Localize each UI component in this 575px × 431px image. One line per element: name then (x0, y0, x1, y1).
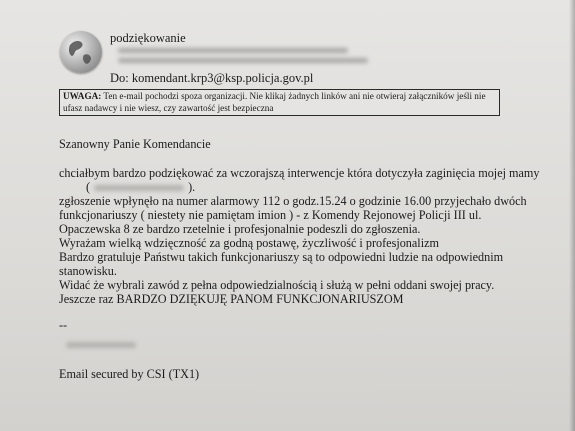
paren-close: ). (188, 180, 196, 194)
body-line-1: chciałbym bardzo podziękować za wczorajszą interwencje która dotyczyła zaginięcia mojej mamy (59, 166, 540, 180)
redacted-name (94, 185, 184, 191)
email-subject: podziękowanie (110, 31, 186, 45)
body-line-7: Bardzo gratuluje Państwu takich funkcjonariuszy są to odpowiedni ludzie na odpowiednim (59, 250, 504, 264)
body-line-10: Jeszcze raz BARDZO DZIĘKUJĘ PANOM FUNKCJONARIUSZOM (59, 292, 404, 306)
body-line-6: Wyrażam wielką wdzięczność za godną postawę, życzliwość i profesjonalizm (59, 236, 439, 250)
paper-edge-shadow (569, 0, 575, 431)
paren-open: ( (86, 180, 91, 194)
body-line-9: Widać że wybrali zawód z pełna odpowiedzialnością i służą w pełni oddani swojej pracy. (59, 278, 495, 292)
to-label: Do: (110, 71, 129, 85)
warning-title: UWAGA: (63, 91, 102, 101)
body-line-3: zgłoszenie wpłynęło na numer alarmowy 112 o godz.15.24 o godzinie 16.00 przyjechało dwóch (59, 194, 527, 208)
signature-separator: -- (59, 318, 68, 332)
body-line-4: funkcjonariuszy ( niestety nie pamiętam imion ) - z Komendy Rejonowej Policji III ul. (59, 208, 482, 222)
warning-line-1: Ten e-mail pochodzi spoza organizacji. Nie klikaj żadnych linków ani nie otwieraj załączników jeśli nie (103, 91, 486, 101)
external-email-warning (59, 89, 500, 116)
warning-line-2: ufasz nadawcy i nie wiesz, czy zawartość jest bezpieczna (63, 102, 274, 113)
email-recipient (110, 71, 313, 85)
body-line-8: stanowisku. (59, 264, 117, 278)
globe-icon (60, 31, 102, 73)
redacted-signature (66, 342, 136, 348)
redacted-sender-line (118, 48, 348, 53)
footer-note: Email secured by CSI (TX1) (59, 367, 200, 381)
body-line-5: Opaczewska 8 ze bardzo rzetelnie i profesjonalnie podeszli do zgłoszenia. (59, 222, 421, 236)
greeting: Szanowny Panie Komendancie (59, 137, 211, 151)
redacted-cc-line (118, 58, 368, 63)
to-address: komendant.krp3@ksp.policja.gov.pl (131, 71, 314, 85)
body-line-2 (86, 180, 195, 195)
